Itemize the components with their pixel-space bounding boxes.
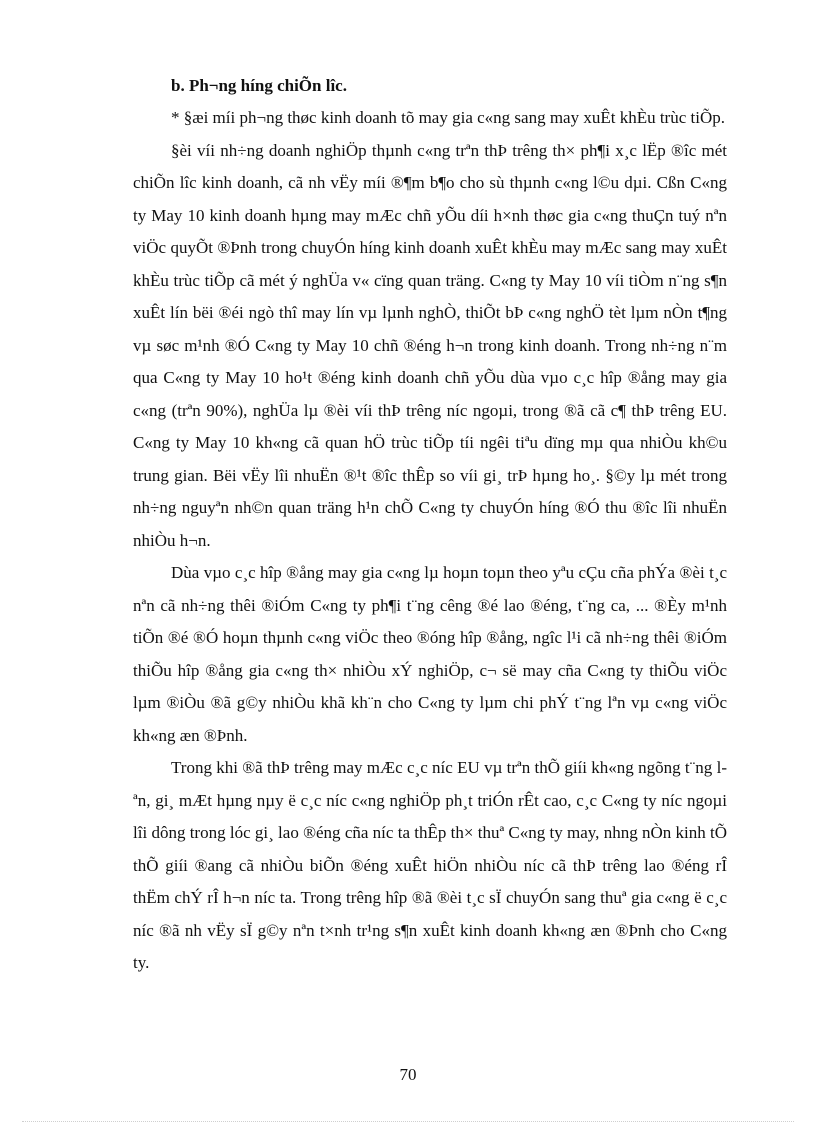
page-number: 70 [399,1065,417,1084]
paragraph-1: * §æi míi ph¬ng thøc kinh doanh tõ may gia c«ng sang may xuÊt khÈu trùc tiÕp. [171,108,725,127]
section-heading: b. Ph¬ng híng chiÕn lîc. [171,76,347,95]
paragraph-3: Dùa vµo c¸c hîp ®ång may gia c«ng lµ hoµn toµn theo yªu cÇu cña phÝa ®èi t¸c nªn cã nh÷ng thêi ®iÓm C«ng ty ph¶i t¨ng cêng ®é lao ®éng, t¨ng ca, ... ®Èy m¹nh tiÕn ®é ®Ó hoµn thµnh c«ng viÖc theo ®óng hîp ®ång, ngîc l¹i cã nh÷ng thêi ®iÓm thiÕu hîp ®ång gia c«ng th× nhiÒu xÝ nghiÖp, c¬ së may cña C«ng ty thiÕu viÖc lµm ®iÒu ®ã g©y nhiÒu khã kh¨n cho C«ng ty lµm chi phÝ t¨ng lªn vµ c«ng viÖc kh«ng æn ®Þnh. [133,563,727,745]
document-body [133,70,727,980]
paragraph-4: Trong khi ®ã thÞ trêng may mÆc c¸c níc EU vµ trªn thÕ giíi kh«ng ngõng t¨ng lªn, gi¸ mÆt hµng nµy ë c¸c níc c«ng nghiÖp ph¸t triÓn rÊt cao, c¸c C«ng ty níc ngoµi lîi dông trong lóc gi¸ lao ®éng cña níc ta thÊp th× thuª C«ng ty may, nhng nÒn kinh tÕ thÕ giíi ®ang cã nhiÒu biÕn ®éng xuÊt hiÖn nhiÒu níc cã thÞ trêng lao ®éng rÎ thËm chÝ rÎ h¬n níc ta. Trong trêng hîp ®ã ®èi t¸c sÏ chuyÓn sang thuª gia c«ng ë c¸c níc ®ã nh vËy sÏ g©y nªn t×nh tr¹ng s¶n xuÊt kinh doanh kh«ng æn ®Þnh cho C«ng ty. [133,758,727,972]
paragraph-2: §èi víi nh÷ng doanh nghiÖp thµnh c«ng trªn thÞ trêng th× ph¶i x¸c lËp ®îc mét chiÕn lîc kinh doanh, cã nh vËy míi ®¶m b¶o cho sù thµnh c«ng l©u dµi. Cßn C«ng ty May 10 kinh doanh hµng may mÆc chñ yÕu díi h×nh thøc gia c«ng thuÇn tuý nªn viÖc quyÕt ®Þnh trong chuyÓn híng kinh doanh xuÊt khÈu may mÆc sang may xuÊt khÈu trùc tiÕp cã mét ý nghÜa v« cïng quan träng. C«ng ty May 10 víi tiÒm n¨ng s¶n xuÊt lín bëi ®éi ngò thî may lín vµ lµnh nghÒ, thiÕt bÞ c«ng nghÖ tèt lµm nÒn t¶ng vµ søc m¹nh ®Ó C«ng ty May 10 chñ ®éng h¬n trong kinh doanh. Trong nh÷ng n¨m qua C«ng ty May 10 ho¹t ®éng kinh doanh chñ yÕu dùa vµo c¸c hîp ®ång may gia c«ng (trªn 90%), nghÜa lµ ®èi víi thÞ trêng níc ngoµi, trong ®ã cã c¶ thÞ trêng EU. C«ng ty May 10 kh«ng cã quan hÖ trùc tiÕp tíi ngêi tiªu dïng mµ qua nhiÒu kh©u trung gian. Bëi vËy lîi nhuËn ®¹t ®îc thÊp so víi gi¸ trÞ hµng ho¸. §©y lµ mét trong nh÷ng nguyªn nh©n quan träng h¹n chÕ C«ng ty chuyÓn híng ®Ó thu ®îc lîi nhuËn nhiÒu h¬n. [133,140,727,550]
page-bottom-divider [22,1121,794,1122]
